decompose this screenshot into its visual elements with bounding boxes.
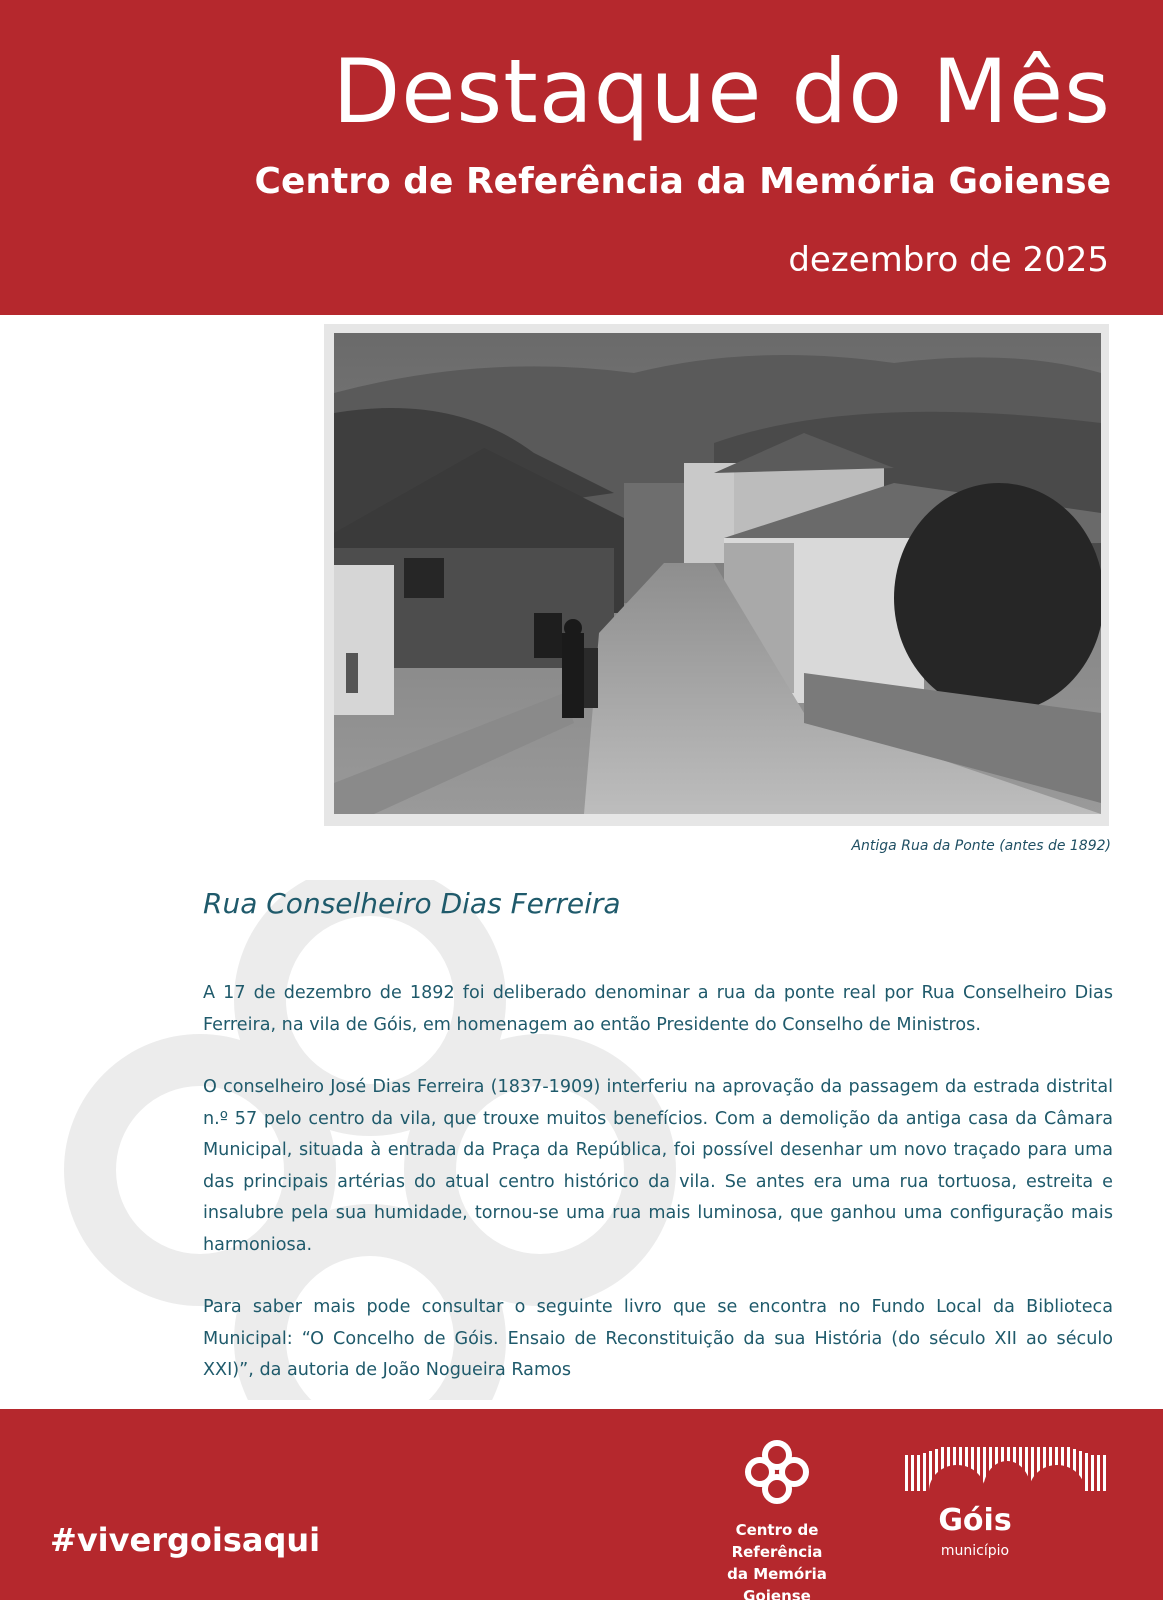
hashtag: #vivergoisaqui [50, 1521, 321, 1559]
gois-name: Góis [938, 1503, 1012, 1538]
crmg-logo-text [692, 1519, 862, 1600]
article-paragraph: O conselheiro José Dias Ferreira (1837-1909) interferiu na aprovação da passagem da estrada distrital n.º 57 pelo centro da vila, que trouxe muitos benefícios. Com a demolição da antiga casa da Câmara Municipal, situada à entrada da Praça da República, foi possível desenhar um novo traçado para uma das principais artérias do atual centro histórico da vila. Se antes era uma rua tortuosa, estreita e insalubre pela sua humidade, tornou-se uma rua mais luminosa, que ganhou uma configuração mais harmoniosa. [203, 1077, 1113, 1255]
issue-date: dezembro de 2025 [788, 240, 1109, 280]
footer-banner [0, 1409, 1163, 1600]
article-title: Rua Conselheiro Dias Ferreira [203, 887, 621, 920]
page-subtitle: Centro de Referência da Memória Goiense [254, 161, 1111, 202]
gois-subtitle: município [940, 1543, 1010, 1559]
crmg-logo-line2: da Memória Goiense [727, 1565, 827, 1600]
crmg-logo-line1: Centro de Referência [731, 1521, 823, 1561]
article-paragraph: A 17 de dezembro de 1892 foi deliberado denominar a rua da ponte real por Rua Conselheiro Dias Ferreira, na vila de Góis, em homenagem ao então Presidente do Conselho de Ministros. [203, 983, 1113, 1035]
historic-photo [324, 324, 1109, 826]
bridge-arches-icon [905, 1447, 1110, 1491]
gois-municipio-logo [905, 1447, 1110, 1567]
header-banner [0, 0, 1163, 315]
photo-caption: Antiga Rua da Ponte (antes de 1892) [851, 838, 1111, 854]
quatrefoil-logo-icon [742, 1437, 812, 1507]
article-body [203, 978, 1113, 1418]
article-paragraph: Para saber mais pode consultar o seguinte livro que se encontra no Fundo Local da Biblioteca Municipal: “O Concelho de Góis. Ensaio de Reconstituição da sua História (do século XII ao século XXI)”, da autoria de João Nogueira Ramos [203, 1297, 1113, 1380]
page-title: Destaque do Mês [332, 40, 1111, 143]
street-photo-image [334, 333, 1101, 814]
